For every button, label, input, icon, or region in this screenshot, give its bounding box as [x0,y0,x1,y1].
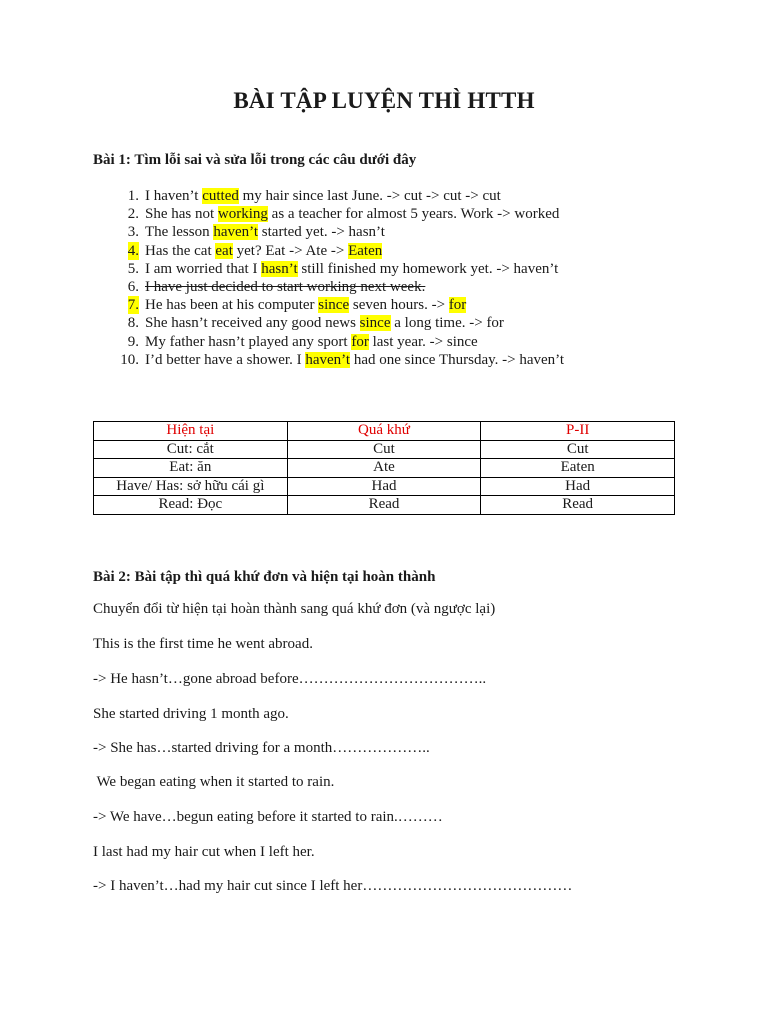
item-number: 9. [127,333,139,350]
item-text: yet? Eat -> Ate -> [232,242,349,259]
highlighted-correction: Eaten [348,242,383,259]
item-text: He has been at his computer [145,297,319,314]
exercise2-sentence: We began eating when it started to rain. [93,774,335,790]
item-number: 2. [127,206,139,223]
table-cell: Had [287,477,481,496]
table-header-row [94,422,675,441]
item-text: as a teacher for almost 5 years. Work -> worked [267,206,560,223]
item-text: a long time. -> for [390,315,504,332]
item-text: had one since Thursday. -> haven’t [350,351,565,368]
item-number: 3. [127,224,139,241]
list-item [93,223,713,241]
exercise2-sentence: She started driving 1 month ago. [93,706,289,722]
item-text: I’d better have a shower. I [145,351,306,368]
item-number: 1. [127,188,139,204]
table-header-cell: Quá khứ [287,422,481,441]
item-number: 8. [127,315,139,332]
item-text: I am worried that I [145,260,262,277]
table-cell: Had [481,477,675,496]
table-cell: Read [287,496,481,515]
table-cell: Read [481,496,675,515]
table-row [94,496,675,515]
item-text: Has the cat [145,242,216,259]
table-header-cell: Hiện tại [94,422,288,441]
exercise2-sentence: I last had my hair cut when I left her. [93,844,315,860]
table-cell: Cut [287,440,481,459]
list-item-struck [93,278,713,296]
list-item [93,242,713,260]
exercise1-list [93,187,713,369]
highlighted-error: for [351,333,369,350]
exercise2-answer: -> She has…started driving for a month……………….. [93,740,430,756]
table-cell: Ate [287,459,481,478]
list-item [93,314,713,332]
item-text: last year. -> since [368,333,478,350]
table-cell: Eat: ăn [94,459,288,478]
item-text: The lesson [145,224,214,241]
exercise1-heading: Bài 1: Tìm lỗi sai và sửa lỗi trong các câu dưới đây [93,152,417,168]
item-text: She has not [145,206,218,223]
list-item [93,351,713,369]
table-cell: Cut: cắt [94,440,288,459]
item-text: She hasn’t received any good news [145,315,360,332]
highlighted-error: working [217,206,268,223]
verb-forms-table [93,421,675,515]
table-row [94,440,675,459]
item-number: 5. [127,260,139,277]
table-cell: Read: Đọc [94,496,288,515]
item-number: 6. [127,279,139,296]
table-cell: Have/ Has: sở hữu cái gì [94,477,288,496]
highlighted-error: eat [215,242,233,259]
table-header-cell: P-II [481,422,675,441]
highlighted-error: since [359,315,391,332]
highlighted-error: cutted [202,188,239,204]
table-cell: Cut [481,440,675,459]
item-number: 4. [127,242,139,259]
item-text: My father hasn’t played any sport [145,333,352,350]
highlighted-error: hasn’t [261,260,298,277]
highlighted-error: haven’t [305,351,351,368]
exercise2-answer: -> He hasn’t…gone abroad before……………………………….. [93,671,487,687]
highlighted-correction: for [448,297,467,314]
item-number: 7. [127,297,139,314]
list-item [93,260,713,278]
table-row [94,477,675,496]
exercise2-answer: -> We have…begun eating before it started to rain.……… [93,809,443,825]
item-text: I haven’t [145,188,203,204]
table-cell: Eaten [481,459,675,478]
list-item [93,205,713,223]
list-item [93,333,713,351]
item-text: seven hours. -> [349,297,449,314]
exercise2-answer: -> I haven’t…had my hair cut since I left her…………………………………… [93,878,573,894]
item-text: my hair since last June. -> cut -> cut -> cut [238,188,501,204]
exercise2-sentence: This is the first time he went abroad. [93,636,313,652]
item-number: 10. [120,351,139,368]
highlighted-error: haven’t [213,224,259,241]
exercise2-heading: Bài 2: Bài tập thì quá khứ đơn và hiện tại hoàn thành [93,569,436,585]
list-item [93,296,713,314]
item-text: started yet. -> hasn’t [258,224,385,241]
item-text: I have just decided to start working next week. [145,279,426,296]
list-item [93,187,713,205]
table-row [94,459,675,478]
item-text: still finished my homework yet. -> haven’t [297,260,559,277]
document-title: BÀI TẬP LUYỆN THÌ HTTH [233,88,535,113]
highlighted-error: since [318,297,350,314]
exercise2-instruction: Chuyển đổi từ hiện tại hoàn thành sang quá khứ đơn (và ngược lại) [93,601,496,617]
